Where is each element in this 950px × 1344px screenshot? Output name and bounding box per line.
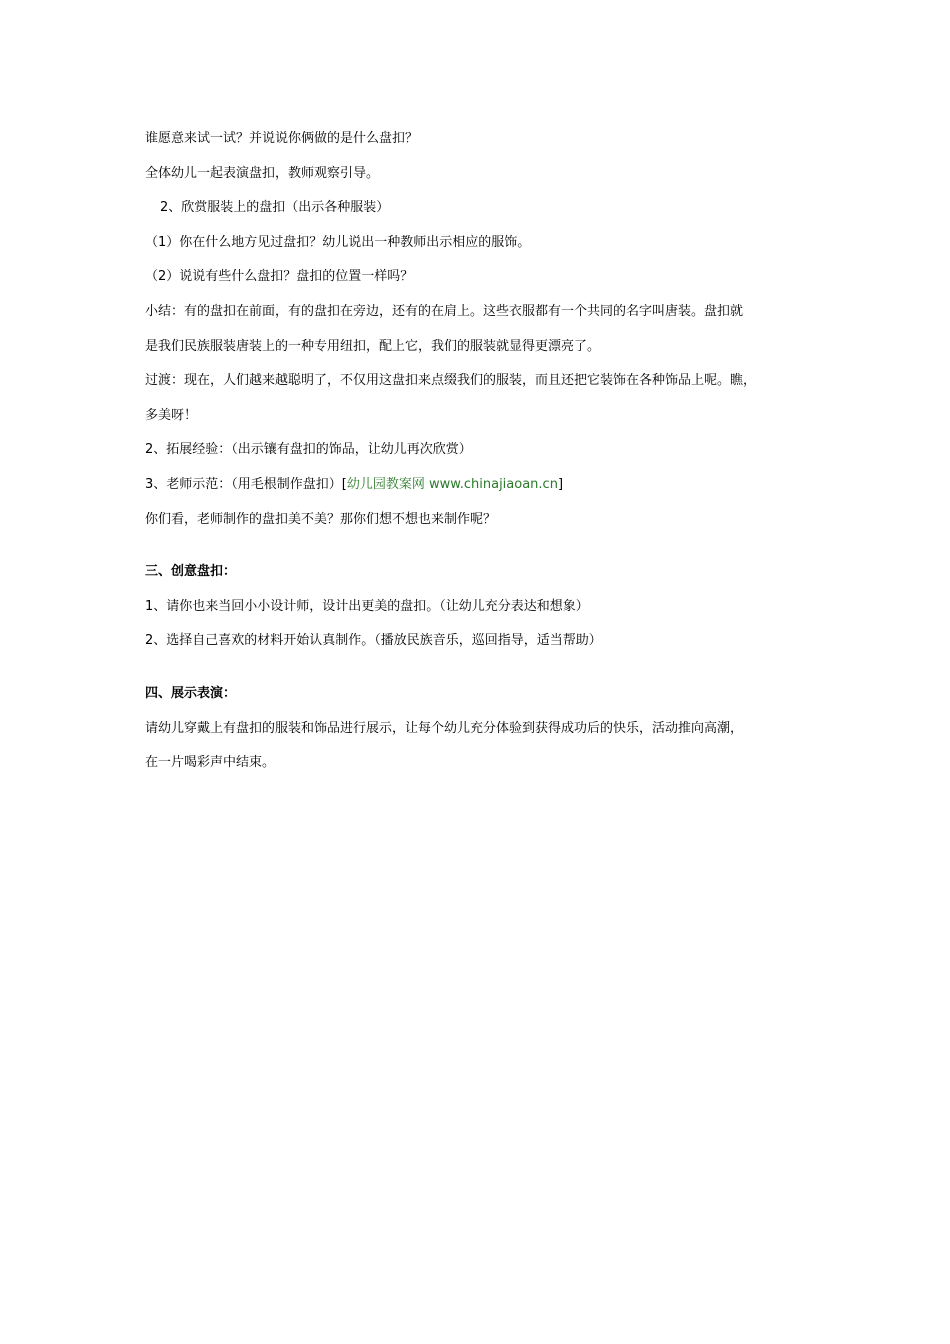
paragraph-designer xyxy=(145,590,815,625)
paragraph-transition-line-1: 过渡：现在，人们越来越聪明了，不仅用这盘扣来点缀我们的服装，而且还把它装饰在各种饰品上呢。瞧， xyxy=(145,373,757,389)
section-spacer xyxy=(145,659,815,677)
list-text: 你在什么地方见过盘扣？幼儿说出一种教师出示相应的服饰。 xyxy=(179,234,531,250)
link-bracket-open: [ xyxy=(341,476,347,492)
paragraph-transition-line-2: 多美呀！ xyxy=(145,407,198,423)
list-number: （1） xyxy=(145,234,180,250)
list-text: 、老师示范：（用毛根制作盘扣） xyxy=(153,476,342,492)
paragraph-summary-line-2: 是我们民族服装唐装上的一种专用纽扣，配上它，我们的服装就显得更漂亮了。 xyxy=(145,338,601,354)
list-number: 3 xyxy=(145,476,154,492)
list-number: 1 xyxy=(145,598,154,614)
section-spacer xyxy=(145,537,815,555)
paragraph-question-2 xyxy=(145,260,815,295)
paragraph-ask-children: 你们看，老师制作的盘扣美不美？那你们想不想也来制作呢？ xyxy=(145,511,497,527)
list-number: 2 xyxy=(145,442,154,458)
paragraph-question-1 xyxy=(145,226,815,261)
list-number: （2） xyxy=(145,269,180,285)
list-text: 、选择自己喜欢的材料开始认真制作。（播放民族音乐，巡回指导，适当帮助） xyxy=(153,633,602,649)
site-link-name[interactable]: 幼儿园教案网 xyxy=(346,476,425,492)
section-heading-show: 四、展示表演： xyxy=(145,685,237,701)
list-text: 说说有些什么盘扣？盘扣的位置一样吗？ xyxy=(179,269,414,285)
site-link-url[interactable]: www.chinajiaoan.cn xyxy=(424,476,558,492)
paragraph-teacher-demo xyxy=(145,468,815,503)
paragraph-show-line-2: 在一片喝彩声中结束。 xyxy=(145,755,276,771)
paragraph-appreciate-heading xyxy=(145,191,815,226)
list-number: 2 xyxy=(160,200,169,216)
list-text: 、请你也来当回小小设计师，设计出更美的盘扣。（让幼儿充分表达和想象） xyxy=(153,598,589,614)
list-number: 2 xyxy=(145,633,154,649)
paragraph-summary-line-1: 小结：有的盘扣在前面，有的盘扣在旁边，还有的在肩上。这些衣服都有一个共同的名字叫唐装。盘扣就 xyxy=(145,303,744,319)
paragraph-materials xyxy=(145,624,815,659)
paragraph-perform: 全体幼儿一起表演盘扣，教师观察引导。 xyxy=(145,165,380,181)
paragraph-expand-experience xyxy=(145,433,815,468)
paragraph-try-it: 谁愿意来试一试？并说说你俩做的是什么盘扣？ xyxy=(145,131,419,146)
document-page xyxy=(145,122,815,781)
link-bracket-close: ] xyxy=(557,476,564,492)
list-text: 、拓展经验：（出示镶有盘扣的饰品，让幼儿再次欣赏） xyxy=(153,442,472,458)
section-heading-creative: 三、创意盘扣： xyxy=(145,564,237,580)
paragraph-show-line-1: 请幼儿穿戴上有盘扣的服装和饰品进行展示，让每个幼儿充分体验到获得成功后的快乐，活动推向高潮， xyxy=(145,720,744,736)
list-text: 、欣赏服装上的盘扣（出示各种服装） xyxy=(168,200,390,216)
